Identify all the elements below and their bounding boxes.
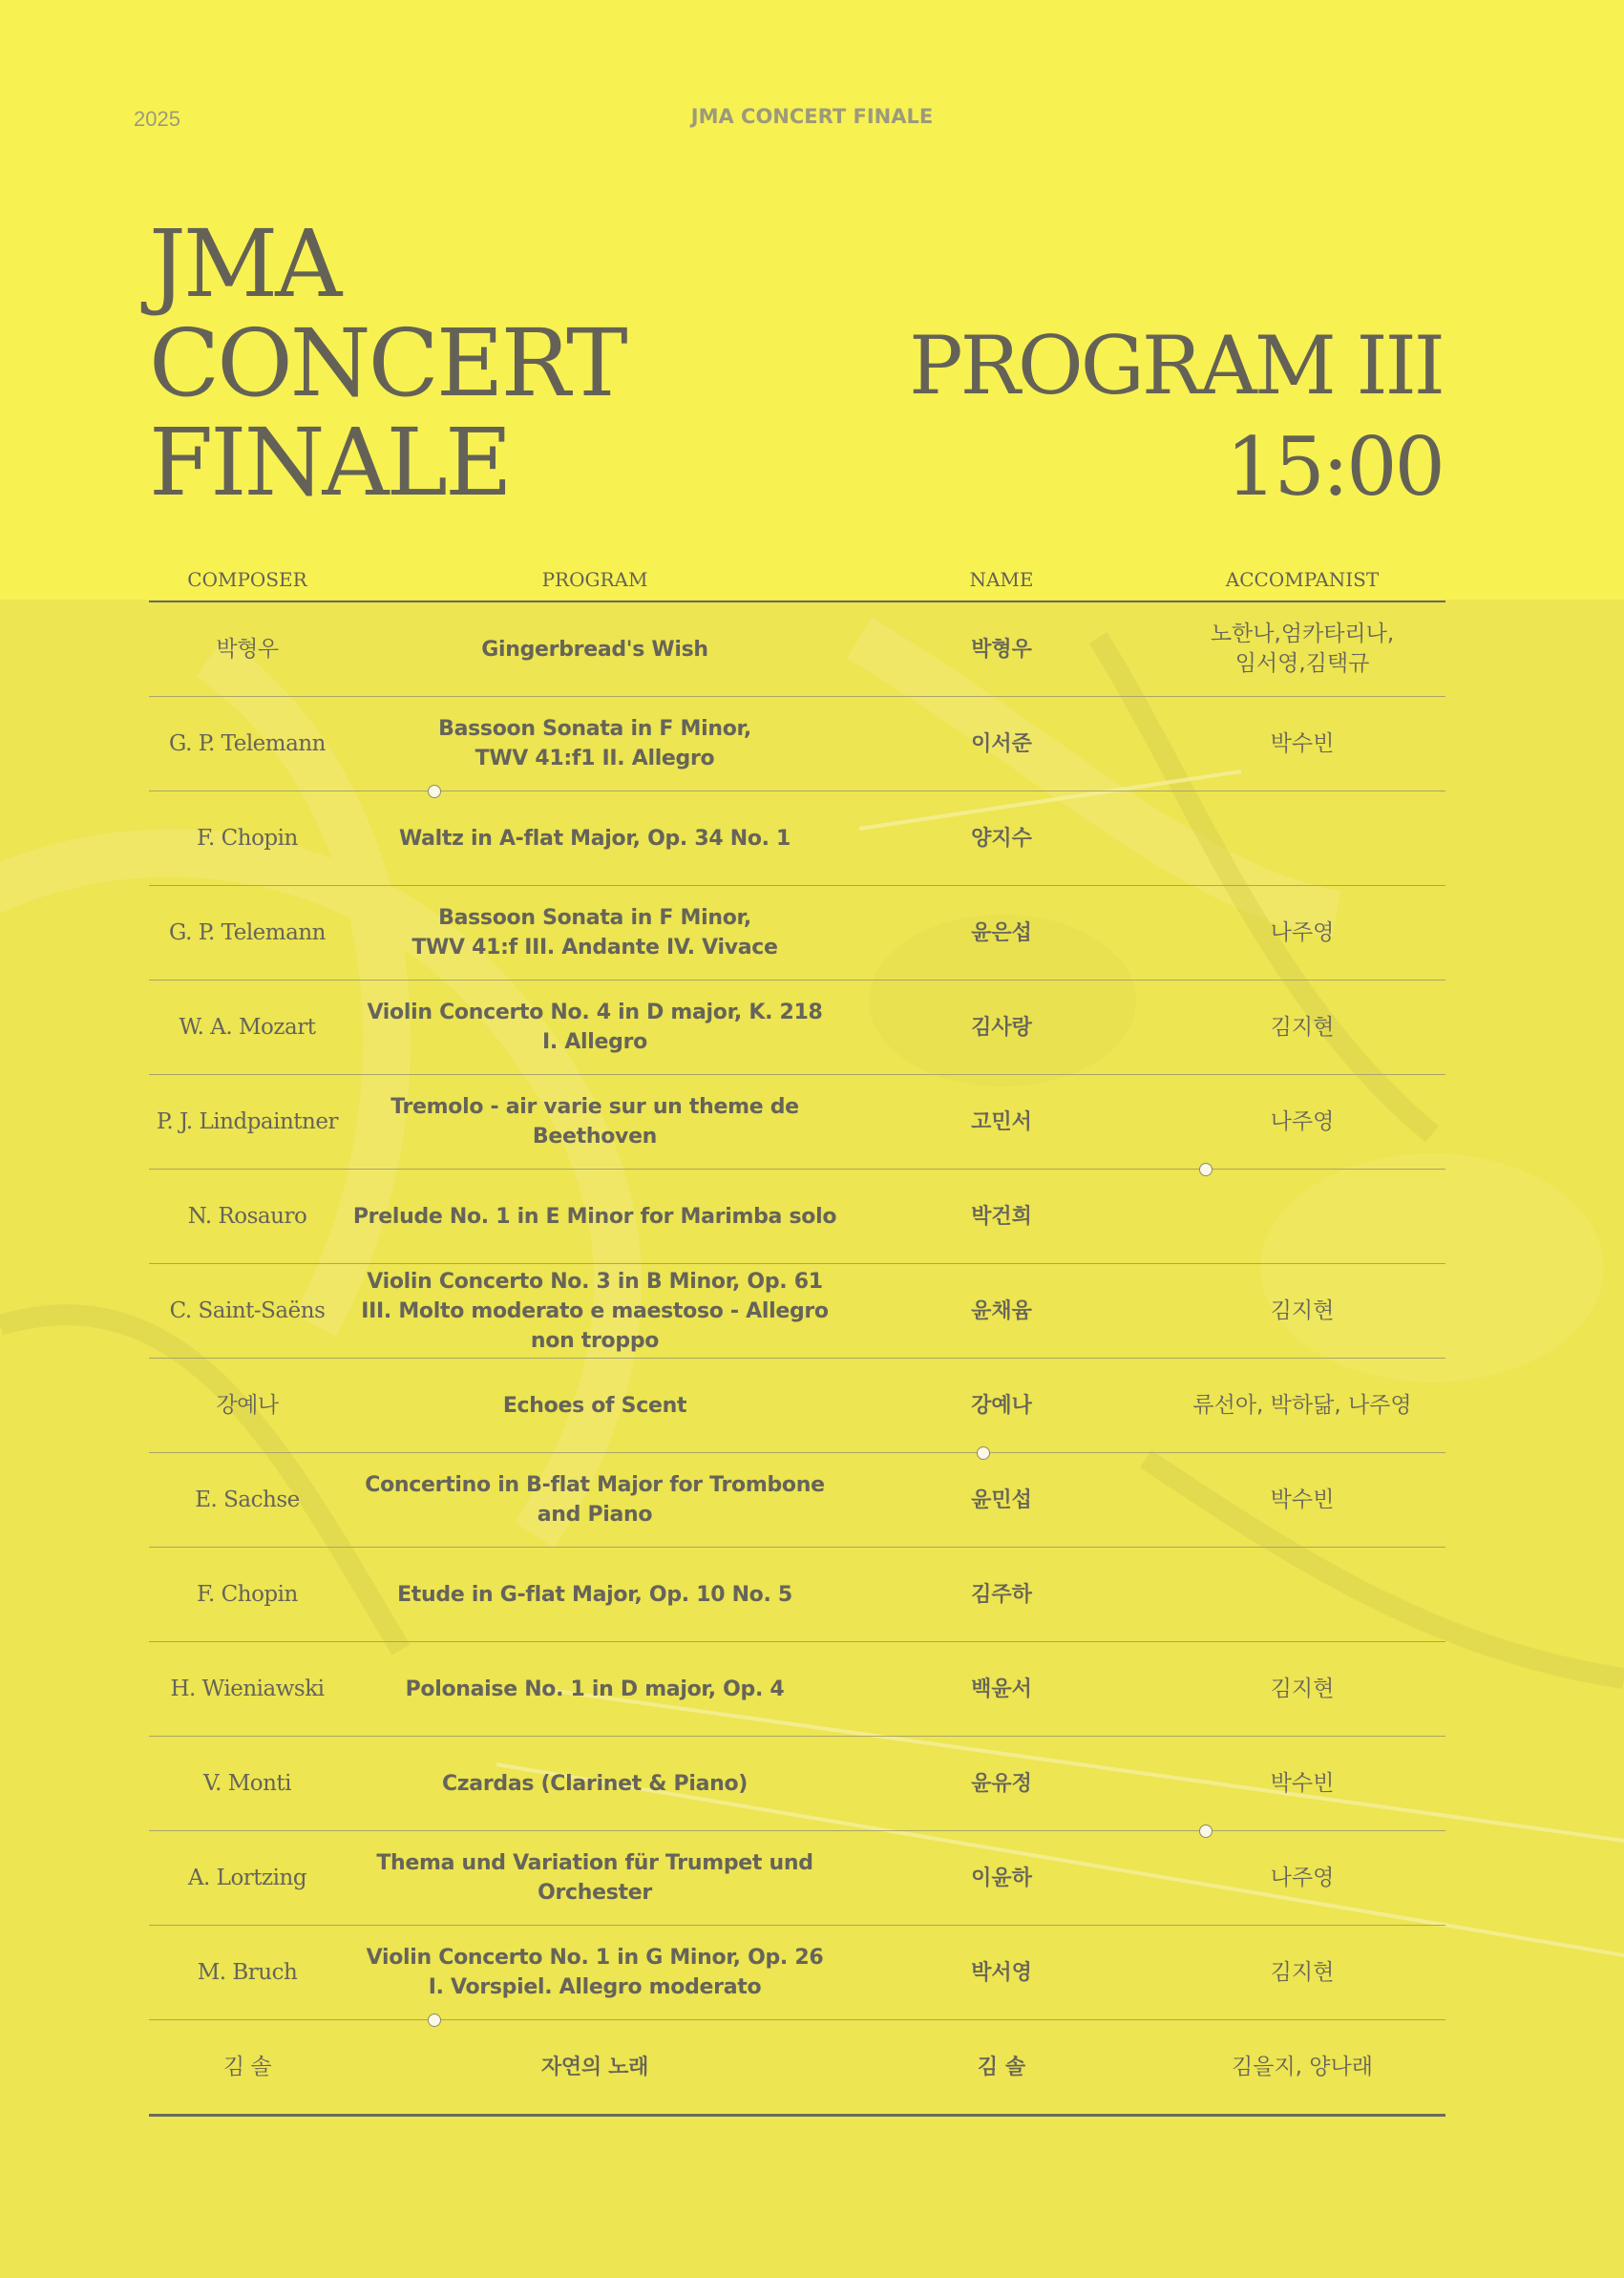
composer-cell: V. Monti — [202, 1770, 292, 1796]
table-row — [149, 791, 1445, 886]
header-title: JMA CONCERT FINALE — [690, 105, 934, 128]
accompanist-cell: 나주영 — [1270, 1108, 1335, 1134]
program-cell: Etude in G-flat Major, Op. 10 No. 5 — [397, 1582, 792, 1607]
accompanist-cell: 김지현 — [1270, 1014, 1335, 1040]
program-cell: Waltz in A-flat Major, Op. 34 No. 1 — [398, 826, 791, 851]
accompanist-cell: 김을지, 양나래 — [1232, 2054, 1373, 2079]
composer-cell: G. P. Telemann — [169, 730, 326, 756]
program-time: 15:00 — [1225, 420, 1443, 514]
program-cell: Thema und Variation für Trumpet und Orchester — [376, 1851, 813, 1905]
composer-cell: G. P. Telemann — [169, 919, 326, 945]
table-row — [149, 1642, 1445, 1737]
table-row — [149, 886, 1445, 981]
table-row — [149, 1264, 1445, 1359]
program-heading — [909, 315, 1443, 517]
performer-cell: 김 솔 — [977, 2055, 1026, 2079]
table-row — [149, 981, 1445, 1075]
accompanist-cell: 노한나,엄카타리나, 임서영,김택규 — [1210, 622, 1395, 676]
accompanist-cell: 박수빈 — [1270, 1487, 1335, 1512]
performer-cell: 고민서 — [971, 1109, 1032, 1134]
header-program: PROGRAM — [541, 567, 648, 591]
composer-cell: F. Chopin — [197, 825, 298, 851]
performer-cell: 강예나 — [971, 1393, 1032, 1418]
header-accompanist: ACCOMPANIST — [1225, 567, 1380, 591]
table-row — [149, 1548, 1445, 1642]
performer-cell: 박형우 — [971, 637, 1032, 662]
header-name: NAME — [969, 567, 1034, 591]
title-line-3: FINALE — [149, 409, 510, 517]
accompanist-cell: 김지현 — [1270, 1959, 1335, 1985]
performer-cell: 김사랑 — [971, 1015, 1032, 1040]
program-cell: Prelude No. 1 in E Minor for Marimba solo — [352, 1204, 837, 1229]
program-cell: Gingerbread's Wish — [481, 637, 708, 662]
program-cell: Bassoon Sonata in F Minor, TWV 41:f1 II. Allegro — [438, 717, 751, 770]
program-cell: Violin Concerto No. 1 in G Minor, Op. 26 I. Vorspiel. Allegro moderato — [366, 1946, 824, 1999]
composer-cell: 박형우 — [216, 636, 279, 662]
table-row — [149, 602, 1445, 697]
table-header — [149, 558, 1445, 602]
title-line-2: CONCERT — [149, 309, 625, 417]
table-row — [149, 1831, 1445, 1926]
performer-cell: 박건희 — [971, 1204, 1032, 1229]
program-cell: Czardas (Clarinet & Piano) — [441, 1771, 749, 1796]
program-cell: Bassoon Sonata in F Minor, TWV 41:f III. Andante IV. Vivace — [411, 906, 778, 960]
composer-cell: W. A. Mozart — [179, 1014, 316, 1040]
composer-cell: H. Wieniawski — [170, 1676, 325, 1701]
performer-cell: 백윤서 — [971, 1677, 1032, 1701]
concert-title — [149, 210, 684, 517]
composer-cell: P. J. Lindpaintner — [157, 1108, 338, 1134]
program-cell: Violin Concerto No. 4 in D major, K. 218 I. Allegro — [367, 1001, 823, 1054]
program-cell: Concertino in B-flat Major for Trombone and Piano — [365, 1473, 825, 1527]
composer-cell: A. Lortzing — [187, 1865, 307, 1890]
performer-cell: 김주하 — [971, 1582, 1032, 1607]
accompanist-cell: 나주영 — [1270, 1865, 1335, 1890]
performer-cell: 이서준 — [971, 731, 1032, 756]
accompanist-cell: 박수빈 — [1270, 730, 1335, 756]
table-row — [149, 1453, 1445, 1548]
performer-cell: 이윤하 — [971, 1866, 1032, 1890]
performer-cell: 박서영 — [971, 1960, 1032, 1985]
program-cell: Echoes of Scent — [502, 1393, 687, 1418]
composer-cell: E. Sachse — [195, 1487, 300, 1512]
table-row — [149, 1075, 1445, 1170]
program-cell: Polonaise No. 1 in D major, Op. 4 — [405, 1677, 785, 1701]
composer-cell: C. Saint-Saëns — [169, 1297, 326, 1323]
composer-cell: 김 솔 — [222, 2054, 272, 2079]
accompanist-cell: 류선아, 박하닮, 나주영 — [1192, 1392, 1412, 1418]
performer-cell: 윤은섭 — [971, 920, 1032, 945]
performer-cell: 윤민섭 — [971, 1487, 1032, 1512]
table-row — [149, 697, 1445, 791]
program-table — [149, 558, 1445, 2117]
performer-cell: 양지수 — [971, 826, 1032, 851]
header-year: 2025 — [134, 107, 180, 131]
program-name: PROGRAM III — [909, 319, 1443, 412]
composer-cell: 강예나 — [216, 1392, 279, 1418]
title-line-1: JMA — [149, 210, 340, 318]
composer-cell: F. Chopin — [197, 1581, 298, 1607]
accompanist-cell: 김지현 — [1270, 1297, 1335, 1323]
accompanist-cell: 나주영 — [1270, 919, 1335, 945]
program-cell: Violin Concerto No. 3 in B Minor, Op. 61 III. Molto moderato e maestoso - Allegro non troppo — [361, 1269, 829, 1353]
accompanist-cell: 박수빈 — [1270, 1770, 1335, 1796]
accompanist-cell: 김지현 — [1270, 1676, 1335, 1701]
performer-cell: 윤유정 — [971, 1771, 1032, 1796]
table-row — [149, 1926, 1445, 2020]
composer-cell: M. Bruch — [197, 1959, 298, 1985]
composer-cell: N. Rosauro — [187, 1203, 307, 1229]
header-composer: COMPOSER — [187, 567, 307, 591]
program-cell: 자연의 노래 — [540, 2055, 649, 2079]
table-row — [149, 1737, 1445, 1831]
table-row — [149, 1359, 1445, 1453]
table-body — [149, 602, 1445, 2117]
program-cell: Tremolo - air varie sur un theme de Beethoven — [390, 1095, 799, 1149]
table-row — [149, 2020, 1445, 2117]
performer-cell: 윤채윰 — [971, 1298, 1032, 1323]
table-row — [149, 1170, 1445, 1264]
